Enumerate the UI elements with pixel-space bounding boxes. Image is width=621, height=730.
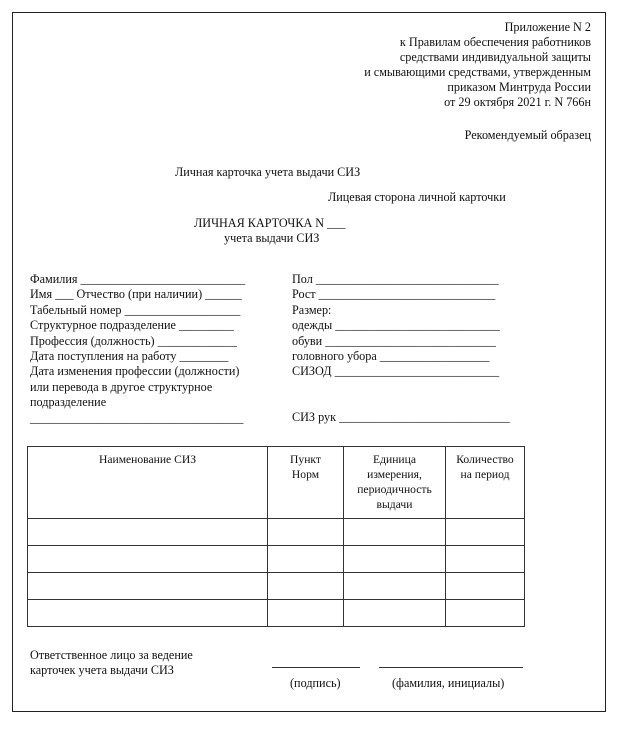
responsible-person-label: карточек учета выдачи СИЗ bbox=[30, 663, 174, 677]
table-cell[interactable] bbox=[446, 573, 525, 600]
table-cell[interactable] bbox=[28, 600, 268, 627]
col-header-norm-item: Пункт Норм bbox=[268, 447, 344, 519]
col-header-quantity: Количество на период bbox=[446, 447, 525, 519]
header-line: от 29 октября 2021 г. N 766н bbox=[444, 95, 591, 109]
field-clothing-size[interactable]: одежды ___________________________ bbox=[292, 318, 500, 333]
responsible-person-label: Ответственное лицо за ведение bbox=[30, 648, 193, 662]
name-line[interactable] bbox=[379, 667, 523, 668]
table-cell[interactable] bbox=[28, 546, 268, 573]
field-department[interactable]: Структурное подразделение _________ bbox=[30, 318, 234, 333]
header-line: и смывающими средствами, утвержденным bbox=[364, 65, 591, 79]
field-change-date-label: Дата изменения профессии (должности) bbox=[30, 364, 240, 379]
table-cell[interactable] bbox=[344, 573, 446, 600]
left-fields bbox=[30, 272, 245, 426]
card-caption: Личная карточка учета выдачи СИЗ bbox=[175, 165, 361, 179]
right-fields bbox=[292, 272, 500, 380]
field-hand-protection[interactable]: СИЗ рук ____________________________ bbox=[292, 410, 510, 424]
col-header-unit: Единица измерения, периодичность выдачи bbox=[344, 447, 446, 519]
main-subtitle: учета выдачи СИЗ bbox=[224, 231, 320, 245]
header-line: Приложение N 2 bbox=[504, 20, 591, 34]
signature-caption: (подпись) bbox=[290, 676, 341, 690]
table-cell[interactable] bbox=[446, 519, 525, 546]
table-cell[interactable] bbox=[268, 600, 344, 627]
table-cell[interactable] bbox=[268, 546, 344, 573]
signature-line[interactable] bbox=[272, 667, 360, 668]
field-height[interactable]: Рост _____________________________ bbox=[292, 287, 496, 302]
front-side-label: Лицевая сторона личной карточки bbox=[328, 190, 506, 204]
field-hire-date[interactable]: Дата поступления на работу ________ bbox=[30, 349, 229, 364]
table-cell[interactable] bbox=[344, 546, 446, 573]
field-change-date[interactable]: ___________________________________ bbox=[30, 410, 244, 425]
table-cell[interactable] bbox=[28, 519, 268, 546]
field-size-label: Размер: bbox=[292, 302, 332, 317]
col-header-siz-name: Наименование СИЗ bbox=[28, 447, 268, 519]
issue-table bbox=[27, 446, 525, 627]
field-shoe-size[interactable]: обуви ____________________________ bbox=[292, 333, 496, 348]
field-personnel-number[interactable]: Табельный номер ___________________ bbox=[30, 302, 241, 317]
table-cell[interactable] bbox=[344, 600, 446, 627]
field-respirator-size[interactable]: СИЗОД ___________________________ bbox=[292, 364, 500, 379]
header-line: средствами индивидуальной защиты bbox=[399, 50, 591, 64]
table-row bbox=[28, 600, 525, 627]
field-change-date-label: или перевода в другое структурное bbox=[30, 379, 213, 394]
field-sex[interactable]: Пол ______________________________ bbox=[292, 272, 499, 286]
table-cell[interactable] bbox=[344, 519, 446, 546]
table-cell[interactable] bbox=[28, 573, 268, 600]
table-row bbox=[28, 519, 525, 546]
header-line: к Правилам обеспечения работников bbox=[399, 35, 591, 49]
appendix-header bbox=[364, 20, 591, 110]
header-line: приказом Минтруда России bbox=[447, 80, 591, 94]
table-row bbox=[28, 573, 525, 600]
field-surname[interactable]: Фамилия ___________________________ bbox=[30, 272, 246, 286]
recommended-sample-label: Рекомендуемый образец bbox=[464, 128, 591, 142]
table-cell[interactable] bbox=[446, 600, 525, 627]
field-change-date-label: подразделение bbox=[30, 395, 107, 410]
table-cell[interactable] bbox=[268, 573, 344, 600]
table-row bbox=[28, 546, 525, 573]
table-cell[interactable] bbox=[446, 546, 525, 573]
field-name-patronymic[interactable]: Имя ___ Отчество (при наличии) ______ bbox=[30, 287, 242, 302]
table-cell[interactable] bbox=[268, 519, 344, 546]
field-profession[interactable]: Профессия (должность) _____________ bbox=[30, 333, 237, 348]
name-caption: (фамилия, инициалы) bbox=[392, 676, 505, 690]
field-headwear-size[interactable]: головного убора __________________ bbox=[292, 349, 490, 364]
main-title: ЛИЧНАЯ КАРТОЧКА N ___ bbox=[194, 216, 346, 230]
